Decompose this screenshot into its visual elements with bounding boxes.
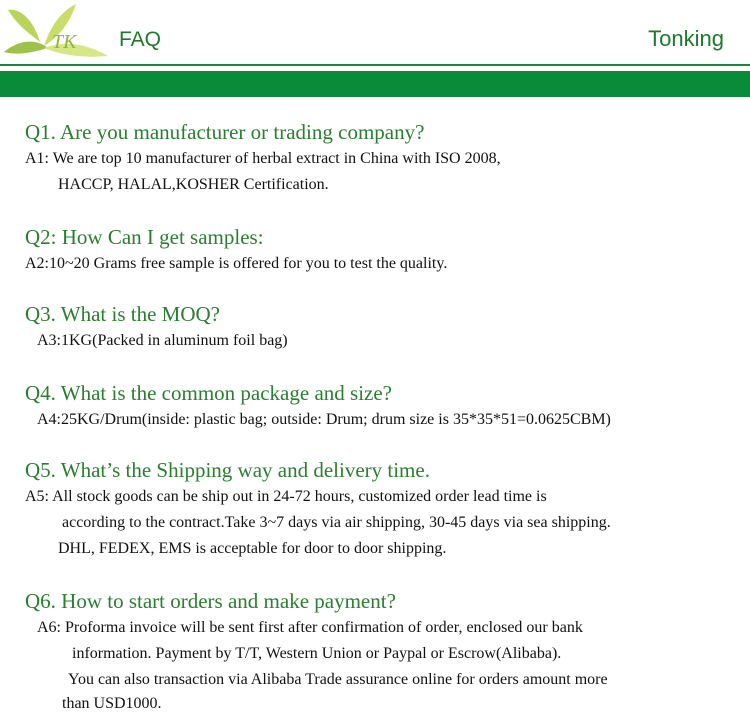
answer-6-line-3: You can also transaction via Alibaba Trade assurance online for orders amount more <box>68 671 608 688</box>
answer-6-line-1: A6: Proforma invoice will be sent first after confirmation of order, enclosed our bank <box>37 619 583 636</box>
answer-1-line-2: HACCP, HALAL,KOSHER Certification. <box>58 176 329 193</box>
answer-4-line-1: A4:25KG/Drum(inside: plastic bag; outside: Drum; drum size is 35*35*51=0.0625CBM) <box>37 411 611 428</box>
page-title: FAQ <box>119 28 162 51</box>
answer-5-line-3: DHL, FEDEX, EMS is acceptable for door to door shipping. <box>58 540 447 557</box>
answer-5-line-1: A5: All stock goods can be ship out in 24-72 hours, customized order lead time is <box>25 488 547 505</box>
tonking-leaf-logo <box>0 0 112 64</box>
question-1: Q1. Are you manufacturer or trading company? <box>25 120 425 144</box>
green-banner <box>0 71 750 97</box>
brand-name: Tonking <box>648 26 724 51</box>
question-4: Q4. What is the common package and size? <box>25 381 392 405</box>
question-3: Q3. What is the MOQ? <box>25 302 220 326</box>
answer-5-line-2: according to the contract.Take 3~7 days via air shipping, 30-45 days via sea shipping. <box>62 514 611 531</box>
question-6: Q6. How to start orders and make payment? <box>25 589 396 613</box>
logo-lettering: TK <box>52 31 77 53</box>
page-header <box>0 0 750 64</box>
answer-3-line-1: A3:1KG(Packed in aluminum foil bag) <box>37 332 288 349</box>
header-divider <box>0 64 750 66</box>
question-5: Q5. What’s the Shipping way and delivery time. <box>25 458 430 482</box>
answer-2-line-1: A2:10~20 Grams free sample is offered for you to test the quality. <box>25 255 448 272</box>
answer-6-line-2: information. Payment by T/T, Western Union or Paypal or Escrow(Alibaba). <box>72 645 562 662</box>
answer-6-line-4: than USD1000. <box>62 695 162 712</box>
answer-1-line-1: A1: We are top 10 manufacturer of herbal extract in China with ISO 2008, <box>25 150 501 167</box>
question-2: Q2: How Can I get samples: <box>25 225 264 249</box>
